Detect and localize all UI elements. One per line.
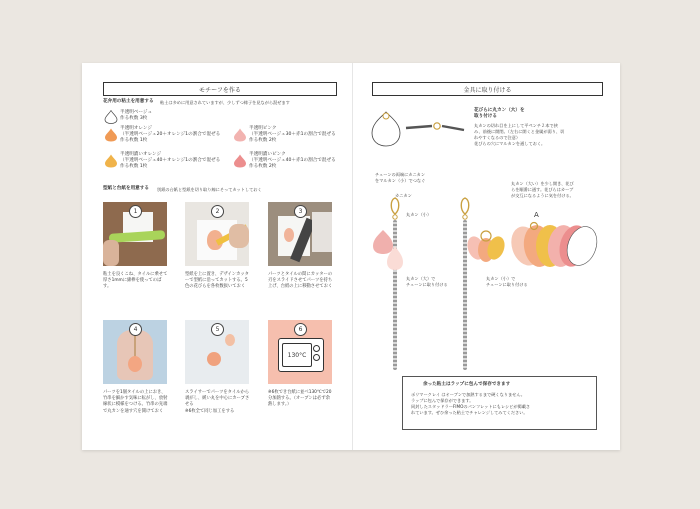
- small-ring-attach-2: チェーンに取り付ける: [486, 282, 528, 287]
- swatch-dark-orange-drop: [104, 154, 118, 168]
- step-photo-4: [103, 320, 167, 384]
- step-photo-6: [268, 320, 332, 384]
- clay-petal: [207, 352, 221, 366]
- step-number-3: 3: [294, 205, 307, 218]
- lobster-clasp-icon: [458, 196, 472, 220]
- ring-line-3: れやすくなるので注意）: [474, 135, 521, 140]
- small-ring-attach-1: 丸カン（小）で: [486, 276, 516, 281]
- hand: [103, 240, 119, 266]
- point-label: A: [534, 211, 539, 219]
- swatch-dark-pink-drop: [233, 154, 247, 168]
- chain-note-2: をマルカン（小）でつなぐ: [375, 178, 426, 183]
- big-ring-label-1: 丸カン（大）で: [406, 276, 436, 281]
- ring-pliers-illustration: [370, 108, 465, 150]
- template-card: [312, 212, 332, 252]
- storage-line-4: れています。ぜひ余った粘土でチャレンジしてみてください。: [411, 410, 528, 415]
- clay-note: 粘土は多めに用意されていますが、少しずつ様子を見ながら混ぜます: [160, 99, 290, 105]
- ring-line-4: 花びらの穴にマルカンを通しておく。: [474, 141, 546, 146]
- lobster-clasp-icon: [388, 196, 402, 220]
- swatch-dark-orange-name: 半透明濃いオレンジ: [120, 152, 162, 157]
- step-text-3: パーツとタイルの間にカッターの刃をスライドさせてパーツを持ち上げ、台紙の上に移動させておく: [268, 272, 333, 290]
- open-note-3: が交互になるように気を付ける。: [511, 193, 574, 198]
- swatch-dark-pink-count: 作る枚数 2枚: [249, 164, 277, 169]
- step-number-6: 6: [294, 323, 307, 336]
- swatch-orange-name: 半透明オレンジ: [120, 126, 152, 131]
- open-note-1: 丸カン（大い）を少し開き、花び: [511, 181, 574, 186]
- swatch-dark-pink-name: 半透明濃いピンク: [249, 152, 286, 157]
- lobster-label: カニカン: [395, 193, 412, 198]
- step-number-2: 2: [211, 205, 224, 218]
- storage-heading: 余った粘土はラップに包んで保存できます: [423, 382, 511, 387]
- swatch-beige-count: 作る枚数 3枚: [120, 116, 148, 121]
- step-number-1: 1: [129, 205, 142, 218]
- chain-note-1: チェーンの両端にカニカン: [375, 172, 426, 177]
- big-ring-label-2: チェーンに取り付ける: [406, 282, 448, 287]
- step-text-1: 粘土を良くこね、タイルに乗せて厚さ1mmに綿棒を使ってのばす。: [103, 272, 168, 290]
- clay-petal-small: [225, 334, 235, 346]
- swatch-dark-pink-recipe: （半透明ベージュ40＋赤1の割合で混ぜる: [249, 158, 336, 163]
- storage-line-2: ラップに包んで保存ができます。: [411, 398, 474, 403]
- ring-heading-1: 花びらに丸カン（大）を: [474, 108, 525, 113]
- clay-petal: [128, 356, 142, 372]
- fanned-petals-illustration: [510, 216, 598, 272]
- petal-pair-illustration: [373, 224, 403, 274]
- swatch-pink-count: 作る枚数 2枚: [249, 138, 277, 143]
- left-section-title: モチーフを作る: [103, 82, 337, 96]
- page-gutter: [352, 63, 353, 450]
- storage-note-box: [402, 376, 597, 430]
- swatch-dark-orange-recipe: （半透明ベージュ40＋オレンジ1の割合で混ぜる: [120, 158, 221, 163]
- swatch-beige-name: 半透明ベージュ: [120, 110, 152, 115]
- step-text-6: ※6枚でき台紙に並べ130℃で20分加熱する。（オーブンは必ず余熱します。）: [268, 390, 332, 408]
- step-photo-5: [185, 320, 249, 384]
- small-ring-label: 丸カン（小）: [406, 212, 432, 217]
- ring-line-1: 丸カンの切れ目を上にして平ペンチ２本で挟: [474, 123, 558, 128]
- swatch-pink-drop: [233, 128, 247, 142]
- ring-heading-2: 取り付ける: [474, 114, 497, 119]
- swatch-orange-recipe: （半透明ベージュ20＋オレンジ1の割合で混ぜる: [120, 132, 221, 137]
- oven-temp: 130°C: [282, 343, 312, 367]
- step-number-4: 4: [129, 323, 142, 336]
- step-text-4: パーツを1個タイルの上におき、竹串を細かす気味に転がし、放射線状に模様をつける。竹串の先端で丸カンを通す穴を開けておく: [103, 390, 168, 414]
- storage-line-1: ポリマークレイ はオーブンで加熱するまで硬くなりません。: [411, 392, 525, 397]
- swatch-pink-name: 半透明ピンク: [249, 126, 277, 131]
- step-photo-2: [185, 202, 249, 266]
- swatch-dark-orange-count: 作る枚数 1枚: [120, 164, 148, 169]
- oven-dial-icon: [313, 354, 320, 361]
- oven-icon: [278, 338, 324, 372]
- open-note-2: らを順番に通す。花びらはカーブ: [511, 187, 574, 192]
- ring-line-2: み、前後に開閉。（左右に開くと金属が弱り、切: [474, 129, 565, 134]
- right-section-title: 金具に取り付ける: [372, 82, 603, 96]
- clay-heading: 花弁用の粘土を用意する: [103, 99, 154, 104]
- swatch-beige-drop: [104, 110, 118, 124]
- clay-petal: [284, 228, 294, 242]
- step-photo-3: [268, 202, 332, 266]
- hand: [229, 224, 249, 248]
- storage-line-3: 同封したスタッドラーFIMOのパンフレットにもレシピが掲載さ: [411, 404, 531, 409]
- step-number-5: 5: [211, 323, 224, 336]
- step-photo-1: [103, 202, 167, 266]
- swatch-orange-count: 作る枚数 1枚: [120, 138, 148, 143]
- template-note: 別紙の台紙と型紙を切り取り線にそってカットしておく: [157, 186, 262, 192]
- swatch-pink-recipe: （半透明ベージュ30＋赤1の割合で混ぜる: [249, 132, 336, 137]
- oven-dial-icon: [313, 345, 320, 352]
- step-text-5: スライサーでパーツをタイルから剥がし、緩い丸を中心にカーブさせる ※6枚全て同じ加工をする: [185, 390, 250, 414]
- step-text-2: 型紙を上に置き、デザインカッターで型紙に沿ってカットする。5色の花びらを各枚数抜いておく: [185, 272, 249, 290]
- template-heading: 型紙と台紙を用意する: [103, 186, 149, 191]
- petal-cluster-small: [466, 224, 506, 270]
- swatch-orange-drop: [104, 128, 118, 142]
